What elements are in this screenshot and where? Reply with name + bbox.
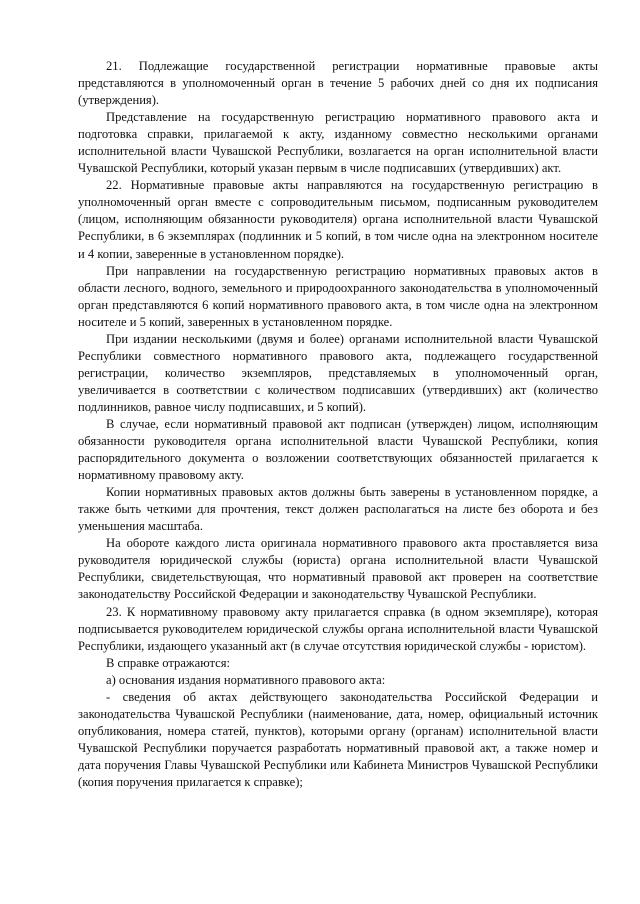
paragraph-23: 23. К нормативному правовому акту прилагается справка (в одном экземпляре), которая подписывается руководителем юридической службы органа исполнительной власти Чувашской Республики, издающего указанный акт (в случае отсутствия юридической службы - юристом).: [78, 604, 598, 653]
paragraph-submission: Представление на государственную регистрацию нормативного правового акта и подготовка справки, прилагаемой к акту, изданному совместно несколькими органами исполнительной власти Чувашской Республики, возлагается на орган исполнительной власти Чувашской Республики, который указан первым в числе подписавших (утвердивших) акт.: [78, 110, 598, 176]
paragraph-visa: На обороте каждого листа оригинала нормативного правового акта проставляется виза руководителя юридической службы (юриста) органа исполнительной власти Чувашской Республики, свидетельствующая, что нормативный правовой акт проверен на соответствие законодательству Российской Федерации и законодательству Чувашской Республики.: [78, 536, 598, 602]
paragraph-item-a: а) основания издания нормативного правового акта:: [106, 672, 386, 687]
paragraph-21: 21. Подлежащие государственной регистрации нормативные правовые акты представляются в уполномоченный орган в течение 5 рабочих дней со дня их подписания (утверждения).: [78, 59, 598, 108]
paragraph-acting-head: В случае, если нормативный правовой акт подписан (утвержден) лицом, исполняющим обязанности руководителя органа исполнительной власти Чувашской Республики, копия распорядительного документа о возложении соответствующих обязанностей прилагается к нормативному правовому акту.: [78, 416, 598, 483]
paragraph-22: 22. Нормативные правовые акты направляются на государственную регистрацию в уполномоченный орган вместе с сопроводительным письмом, подписанным руководителем (лицом, исполняющим обязанности руководителя) органа исполнительной власти Чувашской Республики, в 6 экземплярах (подлинник и 5 копий, в том числе одна на электронном носителе и 4 копии, заверенные в установленном порядке).: [78, 178, 598, 261]
paragraph-environmental-acts: При направлении на государственную регистрацию нормативных правовых актов в области лесного, водного, земельного и природоохранного законодательства в уполномоченный орган представляются 6 копий нормативного правового акта, в том числе одна на электронном носителе и 5 копий, заверенных в установленном порядке.: [78, 263, 598, 329]
paragraph-copies: Копии нормативных правовых актов должны быть заверены в установленном порядке, а также быть четкими для прочтения, текст должен располагаться на листе без оборота и без уменьшения масштаба.: [78, 485, 598, 534]
document-page: [78, 58, 598, 791]
paragraph-item-a-details: - сведения об актах действующего законодательства Российской Федерации и законодательства Чувашской Республики (наименование, дата, номер, официальный источник опубликования, номера статей, пунктов), которыми органу (органам) исполнительной власти Чувашской Республики поручается разработать нормативный правовой акт, а также номер и дата поручения Главы Чувашской Республики или Кабинета Министров Чувашской Республики (копия поручения прилагается к справке);: [78, 689, 598, 789]
paragraph-reflected: В справке отражаются:: [106, 655, 231, 670]
paragraph-joint-acts: При издании несколькими (двумя и более) органами исполнительной власти Чувашской Республики совместного нормативного правового акта, подлежащего государственной регистрации, количество экземпляров, представляемых в уполномоченный орган, увеличивается в соответствии с количеством подписавших (утвердивших) акт (количество подлинников, равное числу подписавших, и 5 копий).: [78, 331, 598, 414]
